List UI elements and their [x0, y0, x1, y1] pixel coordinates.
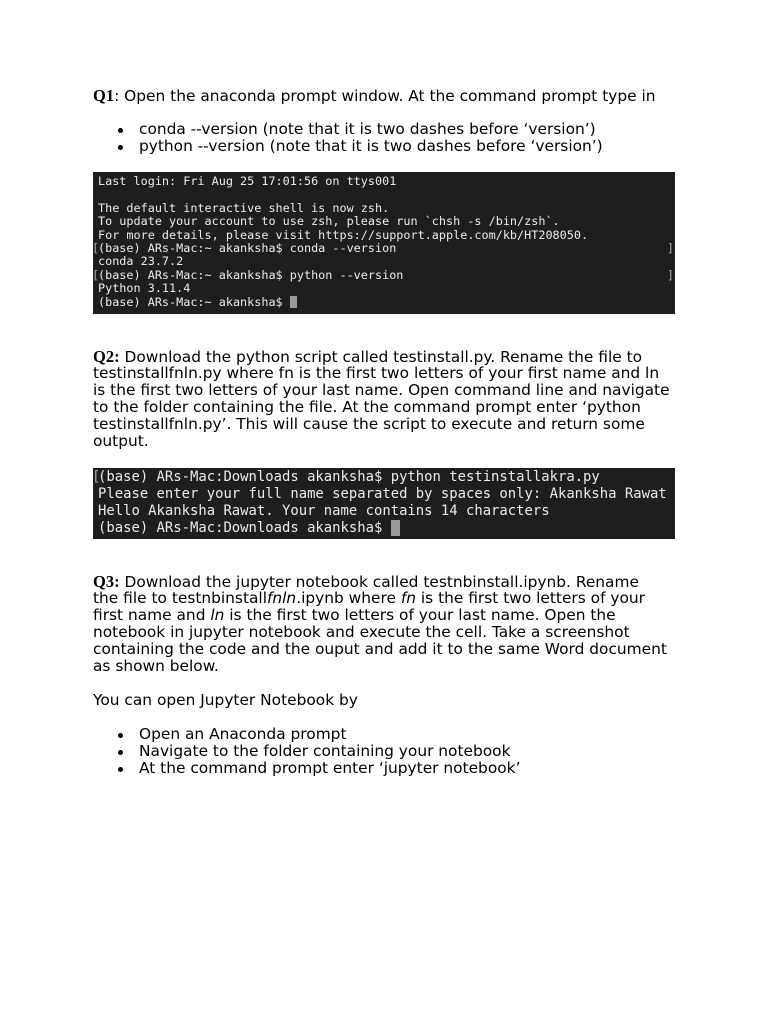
- bullet-icon: [118, 750, 123, 755]
- paragraph-line-text: to the folder containing the file. At the command prompt enter ‘python: [93, 398, 641, 416]
- selection-bracket-left: [: [92, 468, 101, 485]
- selection-bracket-left: [: [92, 267, 100, 282]
- terminal-line-text: Last login: Fri Aug 25 17:01:56 on ttys001: [98, 174, 397, 188]
- bullet-icon: [118, 128, 123, 133]
- list-item-text: Open an Anaconda prompt: [139, 725, 347, 743]
- italic-text: fn: [400, 589, 416, 607]
- paragraph-line-text: is the first two letters of your last name. Open command line and navigate: [93, 381, 670, 399]
- list-item-text: python --version (note that it is two dashes before ‘version’): [139, 137, 603, 155]
- question-3-label: Q3:: [93, 572, 120, 591]
- terminal-line-text: (base) ARs-Mac:Downloads akanksha$: [98, 519, 391, 536]
- question-1-label: Q1: [93, 86, 115, 105]
- terminal-prompt-line: [93, 520, 675, 537]
- list-item: [93, 138, 603, 155]
- paragraph-line-text: testinstallfnln.py’. This will cause the script to execute and return some: [93, 415, 645, 433]
- terminal-line: [93, 175, 675, 188]
- list-item-text: conda --version (note that it is two dashes before ‘version’): [139, 120, 596, 138]
- question-3-line: [93, 624, 667, 641]
- bullet-icon: [118, 733, 123, 738]
- italic-text: ln: [210, 606, 225, 624]
- question-3-line: [93, 573, 667, 590]
- terminal-line: [93, 215, 675, 228]
- list-item: [93, 743, 520, 760]
- terminal-screenshot-1: [93, 172, 675, 314]
- question-2-label: Q2:: [93, 347, 120, 366]
- selection-bracket-right: ]: [666, 240, 674, 255]
- paragraph-line-text: testinstallfnln.py where fn is the first two letters of your first name and ln: [93, 364, 660, 382]
- paragraph-line-text: first name and: [93, 606, 211, 624]
- terminal-line-text: Hello Akanksha Rawat. Your name contains 14 characters: [98, 502, 550, 519]
- list-item-text: At the command prompt enter ‘jupyter notebook’: [139, 759, 521, 777]
- terminal-line-text: conda 23.7.2: [98, 254, 184, 269]
- jupyter-intro: [93, 692, 358, 709]
- question-3-line: [93, 641, 667, 658]
- question-3-line: [93, 607, 667, 624]
- bullet-icon: [118, 767, 123, 772]
- paragraph-line-text: is the first two letters of your: [416, 589, 645, 607]
- terminal-line-text: (base) ARs-Mac:~ akanksha$ python --version: [98, 267, 404, 282]
- question-2-line: [93, 365, 670, 382]
- question-1-line: [93, 87, 656, 104]
- jupyter-steps-list: [93, 726, 520, 777]
- paragraph-line-text: the file to testnbinstall: [93, 589, 267, 607]
- paragraph-line-text: Download the jupyter notebook called testnbinstall.ipynb. Rename: [124, 573, 639, 591]
- terminal-line-text: To update your account to use zsh, please run `chsh -s /bin/zsh`.: [98, 214, 560, 229]
- question-2: [93, 348, 670, 450]
- question-3-line: [93, 590, 667, 607]
- terminal-line: [93, 229, 675, 242]
- terminal-prompt-line: [93, 296, 675, 309]
- jupyter-intro-text: You can open Jupyter Notebook by: [93, 691, 358, 709]
- terminal-line: [93, 242, 675, 255]
- bullet-icon: [118, 145, 123, 150]
- paragraph-line-text: containing the code and the ouput and add it to the same Word document: [93, 640, 667, 658]
- list-item-text: Navigate to the folder containing your notebook: [139, 742, 511, 760]
- terminal-line-text: (base) ARs-Mac:Downloads akanksha$ python testinstallakra.py: [98, 468, 600, 485]
- italic-text: fnln: [266, 589, 297, 607]
- paragraph-line-text: .ipynb where: [296, 589, 401, 607]
- question-3-line: [93, 658, 667, 675]
- question-1: [93, 87, 656, 104]
- paragraph-line-text: notebook in jupyter notebook and execute the cell. Take a screenshot: [93, 623, 630, 641]
- terminal-line: [93, 503, 675, 520]
- paragraph-line-text: Download the python script called testinstall.py. Rename the file to: [124, 348, 643, 366]
- question-2-line: [93, 416, 670, 433]
- question-2-line: [93, 382, 670, 399]
- terminal-line: [93, 202, 675, 215]
- terminal-line-text: (base) ARs-Mac:~ akanksha$ conda --version: [98, 240, 397, 255]
- terminal-line-text: For more details, please visit https://support.apple.com/kb/HT208050.: [98, 227, 589, 242]
- terminal-line: [93, 282, 675, 295]
- list-item: [93, 121, 603, 138]
- terminal-line-text: The default interactive shell is now zsh.: [98, 200, 390, 215]
- question-1-text: : Open the anaconda prompt window. At the command prompt type in: [114, 87, 656, 105]
- terminal-line: [93, 486, 675, 503]
- question-1-command-list: [93, 121, 603, 155]
- paragraph-line-text: as shown below.: [93, 657, 219, 675]
- terminal-cursor: [290, 296, 297, 308]
- selection-bracket-left: [: [92, 240, 100, 255]
- terminal-line-text: Please enter your full name separated by spaces only: Akanksha Rawat: [98, 485, 667, 502]
- question-2-line: [93, 348, 670, 365]
- list-item: [93, 726, 520, 743]
- terminal-line-text: (base) ARs-Mac:~ akanksha$: [98, 294, 290, 309]
- list-item: [93, 760, 520, 777]
- paragraph-line-text: output.: [93, 432, 149, 450]
- question-2-line: [93, 399, 670, 416]
- question-2-line: [93, 433, 670, 450]
- terminal-line: [93, 469, 675, 486]
- selection-bracket-right: ]: [666, 267, 674, 282]
- question-3: [93, 573, 667, 675]
- terminal-screenshot-2: [93, 468, 675, 539]
- terminal-line: [93, 255, 675, 268]
- paragraph-line-text: is the first two letters of your last name. Open the: [224, 606, 616, 624]
- terminal-cursor: [391, 520, 400, 536]
- terminal-blank-line: [93, 188, 675, 201]
- terminal-line-text: Python 3.11.4: [98, 281, 191, 296]
- terminal-line: [93, 269, 675, 282]
